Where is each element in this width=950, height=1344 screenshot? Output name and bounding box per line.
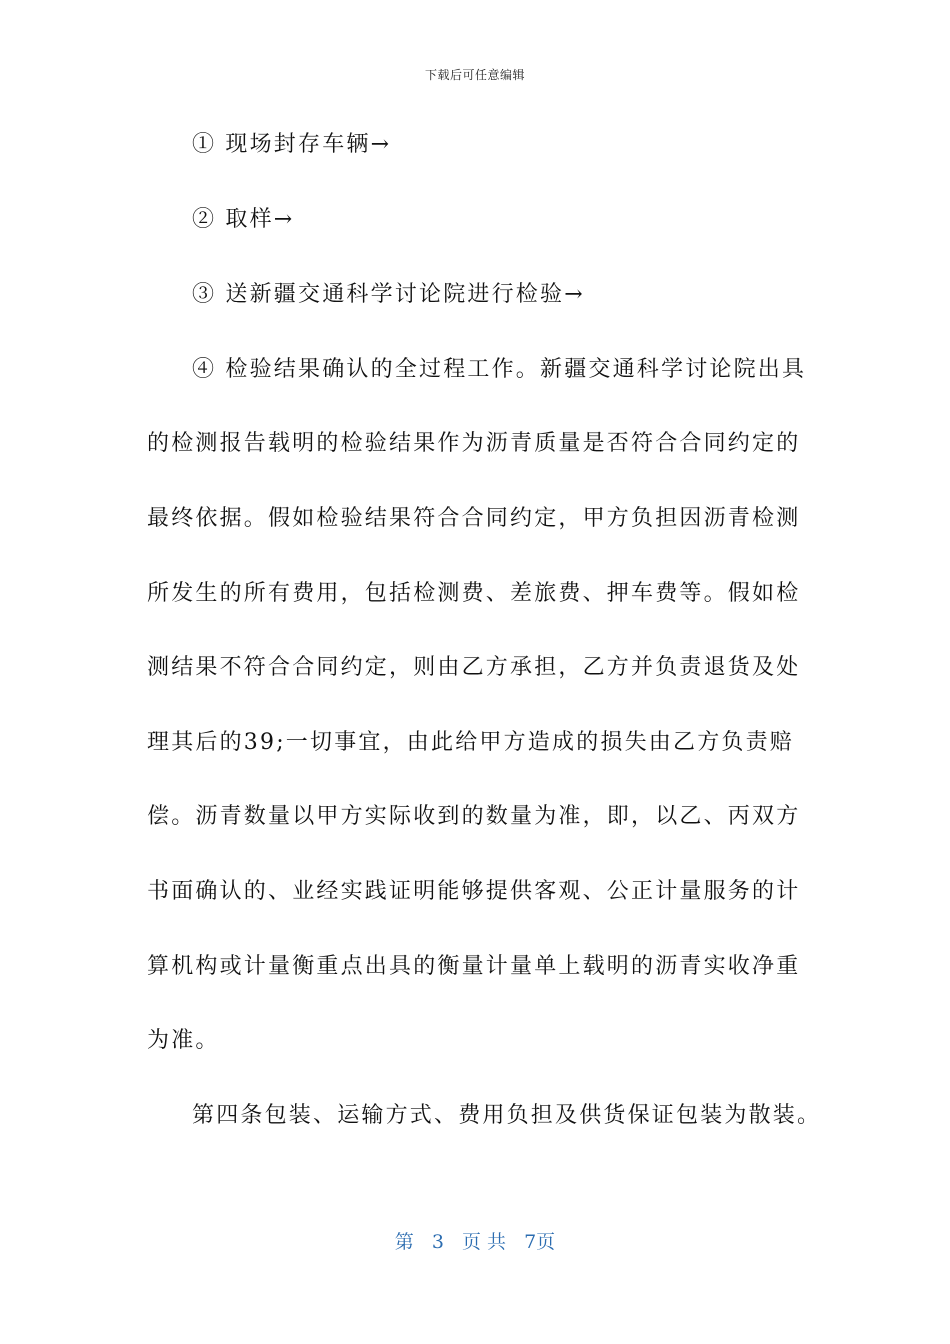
paragraph-line: 算机构或计量衡重点出具的衡量计量单上载明的沥青实收净重: [147, 954, 801, 979]
footer-total: 7页: [524, 1231, 556, 1253]
footer-prefix: 第: [394, 1231, 414, 1253]
paragraph-line: 最终依据。假如检验结果符合合同约定，甲方负担因沥青检测: [147, 506, 801, 531]
paragraph-line: 书面确认的、业经实践证明能够提供客观、公正计量服务的计: [147, 879, 801, 904]
list-item-1: ① 现场封存车辆→: [192, 132, 392, 157]
footer-middle: 页 共: [462, 1231, 507, 1253]
paragraph-line: 偿。沥青数量以甲方实际收到的数量为准，即，以乙、丙双方: [147, 804, 801, 829]
list-item-3: ③ 送新疆交通科学讨论院进行检验→: [192, 282, 585, 307]
page-header-note: 下载后可任意编辑: [424, 68, 525, 82]
paragraph-line: 理其后的39;一切事宜，由此给甲方造成的损失由乙方负责赔: [147, 730, 795, 755]
footer-current-page: 3: [431, 1231, 444, 1253]
list-item-2: ② 取样→: [192, 207, 295, 232]
paragraph-line: 测结果不符合合同约定，则由乙方承担，乙方并负责退货及处: [147, 655, 801, 680]
article-heading-line: 第四条包装、运输方式、费用负担及供货保证包装为散装。: [192, 1103, 822, 1128]
page-footer: [0, 1227, 950, 1254]
paragraph-line: 所发生的所有费用，包括检测费、差旅费、押车费等。假如检: [147, 581, 801, 606]
paragraph-line: 的检测报告载明的检验结果作为沥青质量是否符合合同约定的: [147, 431, 801, 456]
list-item-4: ④ 检验结果确认的全过程工作。新疆交通科学讨论院出具: [192, 357, 807, 382]
paragraph-line: 为准。: [147, 1028, 220, 1053]
